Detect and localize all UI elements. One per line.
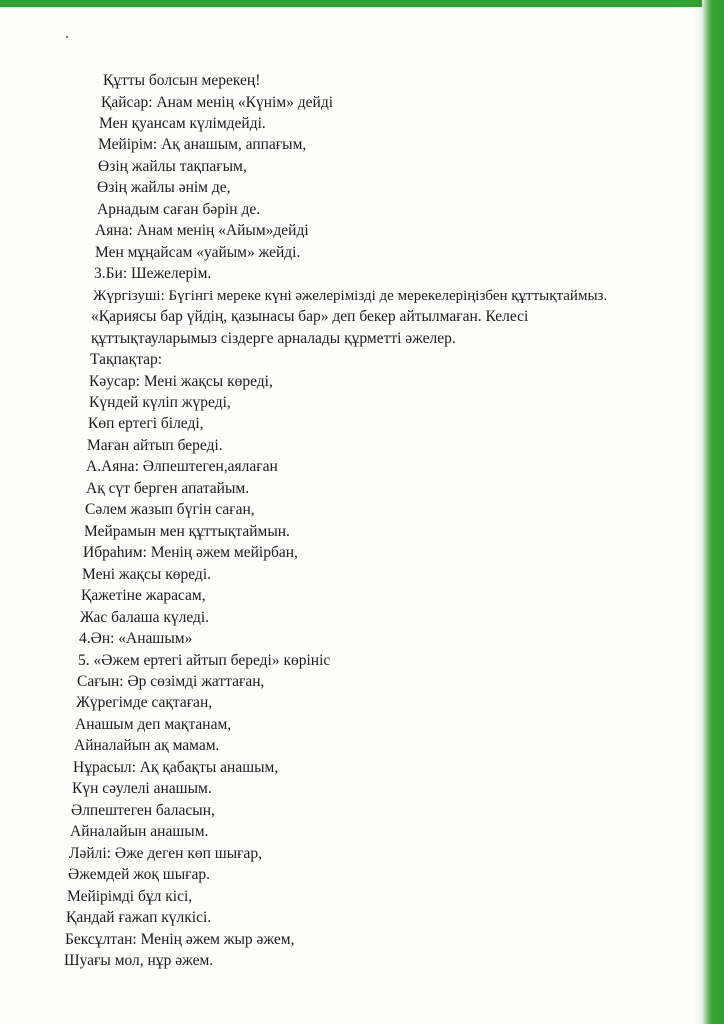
text-line: Мені жақсы көреді. [82,565,211,583]
text-line: Құтты болсын мерекең! [103,72,261,89]
text-line: Көп ертегі біледі, [88,415,204,433]
text-line: Маған айтып береді. [87,436,223,454]
text-line: Қайсар: Анам менің «Күнім» дейді [101,93,334,111]
text-line: А.Аяна: Әлпештеген,аялаған [86,458,278,476]
text-line: Жас балаша күледі. [80,608,210,626]
text-line: Кәусар: Мені жақсы көреді, [89,372,273,390]
text-line: Тақпақтар: [90,351,163,368]
text-line: Әжемдей жоқ шығар. [68,866,211,884]
text-line: Ибраһим: Менің әжем мейірбан, [83,544,298,562]
text-line: Қандай ғажап күлкісі. [66,909,212,927]
text-line: Мен қуансам күлімдейді. [99,114,266,132]
text-line: Әлпештеген баласын, [71,801,215,819]
text-line: Нұрасыл: Ақ қабақты анашым, [73,758,279,776]
text-line: Арнадым саған бәрін де. [97,200,261,218]
text-line: құттықтауларымыз сіздерге арналады құрметті әжелер. [91,329,456,347]
text-line: 5. «Әжем ертегі айтып береді» көрініс [78,651,331,669]
text-line: Шуағы мол, нұр әжем. [64,952,214,969]
text-line: Анашым деп мақтанам, [75,715,232,733]
text-line: Жүрегімде сақтаған, [76,694,213,712]
text-line: Мейрамын мен құттықтаймын. [84,522,290,540]
text-line: Ақ сүт берген апатайым. [86,479,250,497]
text-line: Ләйлі: Әже деген көп шығар, [69,844,262,862]
text-line: Аяна: Анам менің «Айым»дейді [95,222,309,240]
green-border-right [702,0,724,1024]
text-line: Сағын: Әр сөзімді жаттаған, [77,673,265,690]
text-line: Айналайын анашым. [70,823,209,841]
text-line: Мейірімді бұл кісі, [67,887,193,905]
text-line: 4.Ән: «Анашым» [79,630,193,647]
text-line: Бексұлтан: Менің әжем жыр әжем, [65,930,295,948]
text-line: Айналайын ақ мамам. [74,737,220,755]
text-line: Өзің жайлы әнім де, [97,179,231,197]
text-line: Жүргізуші: Бүгінгі мереке күні әжелерімізді де мерекелеріңізбен құттықтаймыз. [93,287,608,304]
text-line: Өзің жайлы тақпағым, [98,157,247,175]
text-line: 3.Би: Шежелерім. [94,265,212,283]
text-line: Мейірім: Ақ анашым, аппағым, [98,136,307,154]
text-line: «Қариясы бар үйдің, қазынасы бар» деп бекер айтылмаған. Келесі [91,308,529,326]
text-line: Күн сәулелі анашым. [72,780,212,798]
text-line: Сәлем жазып бүгін саған, [85,501,255,519]
text-line: Қажетіне жарасам, [81,587,206,605]
text-line: Күндей күліп жүреді, [89,394,231,411]
text-line: Мен мұңайсам «уайым» жейді. [95,243,301,261]
